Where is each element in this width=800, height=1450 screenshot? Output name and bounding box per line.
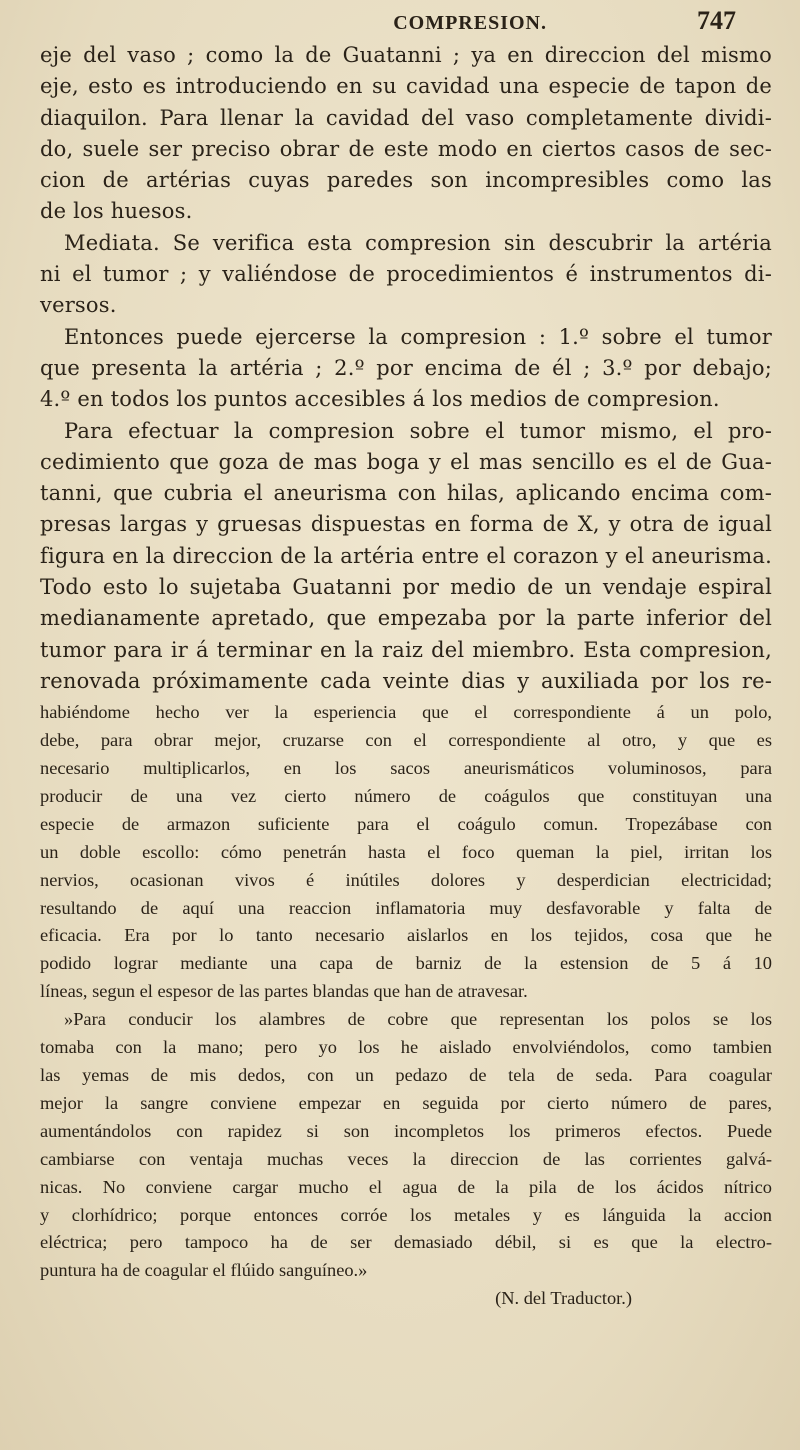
- footnote-line: necesario multiplicarlos, en los sacos aneurismáticos voluminosos, para: [40, 758, 772, 779]
- footnote-line: resultando de aquí una reaccion inflamatoria muy desfavorable y falta de: [40, 897, 772, 918]
- text-line: eje, esto es introduciendo en su cavidad una especie de tapon de: [40, 74, 772, 99]
- text-line: 4.º en todos los puntos accesibles á los medios de compresion.: [40, 387, 720, 412]
- text-line: Mediata. Se verifica esta compresion sin descubrir la artéria: [64, 230, 772, 255]
- text-line: Entonces puede ejercerse la compresion : 1.º sobre el tumor: [64, 324, 772, 349]
- footnote-line: eléctrica; pero tampoco ha de ser demasiado débil, si es que la electro-: [40, 1232, 772, 1253]
- footnote-line: nervios, ocasionan vivos é inútiles dolores y desperdician electricidad;: [40, 869, 772, 890]
- footnote-text: [40, 699, 772, 1313]
- footnote-line: podido lograr mediante una capa de barniz de la estension de 5 á 10: [40, 953, 772, 974]
- page-header: [40, 6, 772, 40]
- footnote-line: mejor la sangre conviene empezar en seguida por cierto número de pares,: [40, 1092, 772, 1113]
- footnote-line: habiéndome hecho ver la esperiencia que el correspondiente á un polo,: [40, 702, 772, 723]
- text-line: renovada próximamente cada veinte dias y auxiliada por los re-: [40, 668, 772, 693]
- main-text: [40, 40, 772, 697]
- footnote-line: un doble escollo: cómo penetrán hasta el foco queman la piel, irritan los: [40, 841, 772, 862]
- text-line: eje del vaso ; como la de Guatanni ; ya en direccion del mismo: [40, 43, 772, 67]
- running-title: COMPRESION.: [393, 12, 547, 34]
- footnote-line: eficacia. Era por lo tanto necesario aislarlos en los tejidos, cosa que he: [40, 925, 772, 946]
- text-line: cion de artérias cuyas paredes son incompresibles como las: [40, 168, 772, 193]
- footnote-line: debe, para obrar mejor, cruzarse con el correspondiente al otro, y que es: [40, 730, 772, 751]
- text-line: de los huesos.: [40, 199, 193, 224]
- text-line: cedimiento que goza de mas boga y el mas sencillo es el de Gua-: [40, 449, 772, 474]
- text-line: versos.: [40, 293, 117, 318]
- footnote-line: líneas, segun el espesor de las partes blandas que han de atravesar.: [40, 981, 528, 1002]
- footnote-line: nicas. No conviene cargar mucho el agua de la pila de los ácidos nítrico: [40, 1176, 772, 1197]
- footnote-line: tomaba con la mano; pero yo los he aislado envolviéndolos, como tambien: [40, 1037, 772, 1058]
- text-line: diaquilon. Para llenar la cavidad del vaso completamente dividi-: [40, 105, 772, 130]
- footnote-line: cambiarse con ventaja muchas veces la direccion de las corrientes galvá-: [40, 1148, 772, 1169]
- text-line: presas largas y gruesas dispuestas en forma de X, y otra de igual: [40, 512, 772, 537]
- translator-note: (N. del Traductor.): [495, 1288, 632, 1309]
- text-line: figura en la direccion de la artéria entre el corazon y el aneurisma.: [40, 543, 772, 568]
- page-number: 747: [697, 6, 736, 35]
- text-line: ni el tumor ; y valiéndose de procedimientos é instrumentos di-: [40, 262, 772, 287]
- text-line: do, suele ser preciso obrar de este modo en ciertos casos de sec-: [40, 136, 772, 161]
- footnote-line: especie de armazon suficiente para el coágulo comun. Tropezábase con: [40, 813, 772, 834]
- footnote-line: aumentándolos con rapidez si son incompletos los primeros efectos. Puede: [40, 1120, 772, 1141]
- text-line: tumor para ir á terminar en la raiz del miembro. Esta compresion,: [40, 637, 772, 662]
- text-line: Para efectuar la compresion sobre el tumor mismo, el pro-: [64, 418, 772, 443]
- footnote-line: producir de una vez cierto número de coágulos que constituyan una: [40, 785, 772, 806]
- text-line: tanni, que cubria el aneurisma con hilas, aplicando encima com-: [40, 481, 772, 506]
- footnote-line: »Para conducir los alambres de cobre que representan los polos se los: [64, 1009, 772, 1030]
- footnote-line: las yemas de mis dedos, con un pedazo de tela de seda. Para coagular: [40, 1065, 772, 1086]
- footnote-line: y clorhídrico; porque entonces corróe los metales y es lánguida la accion: [40, 1204, 772, 1225]
- footnote-line: puntura ha de coagular el flúido sanguíneo.»: [40, 1260, 368, 1281]
- text-line: Todo esto lo sujetaba Guatanni por medio de un vendaje espiral: [40, 575, 772, 600]
- text-line: que presenta la artéria ; 2.º por encima de él ; 3.º por debajo;: [40, 355, 772, 380]
- text-line: medianamente apretado, que empezaba por la parte inferior del: [40, 606, 772, 631]
